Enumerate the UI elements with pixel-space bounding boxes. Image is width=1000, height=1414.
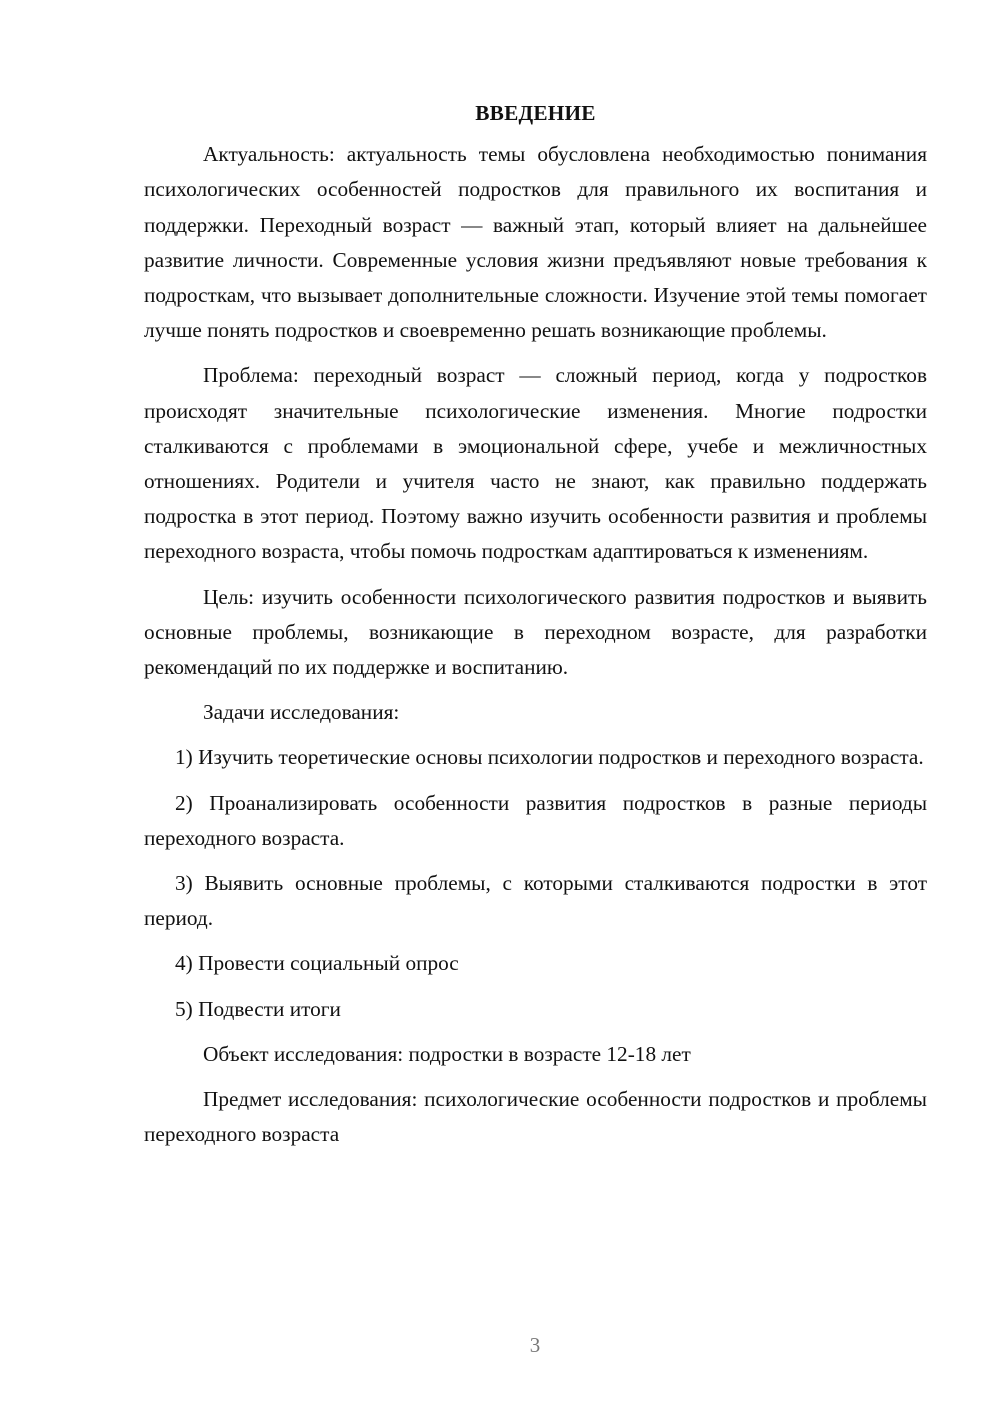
goal-paragraph: Цель: изучить особенности психологического развития подростков и выявить основные проблемы, возникающие в переходном возрасте, для разработки рекомендаций по их поддержке и воспитанию.: [144, 584, 927, 680]
relevance-paragraph: Актуальность: актуальность темы обусловлена необходимостью понимания психологических особенностей подростков для правильного их воспитания и поддержки. Переходный возраст — важный этап, который влияет на дальнейшее развитие личности. Современные условия жизни предъявляют новые требования к подросткам, что вызывает дополнительные сложности. Изучение этой темы помогает лучше понять подростков и своевременно решать возникающие проблемы.: [144, 142, 927, 343]
task-item: 5) Подвести итоги: [175, 996, 341, 1021]
task-item: 2) Проанализировать особенности развития подростков в разные периоды переходного возраста.: [144, 790, 927, 850]
problem-paragraph: Проблема: переходный возраст — сложный период, когда у подростков происходят значительные психологические изменения. Многие подростки сталкиваются с проблемами в эмоциональной сфере, учебе и межличностных отношениях. Родители и учителя часто не знают, как правильно поддержать подростка в этот период. Поэтому важно изучить особенности развития и проблемы переходного возраста, чтобы помочь подросткам адаптироваться к изменениям.: [144, 363, 927, 564]
task-item: 1) Изучить теоретические основы психологии подростков и переходного возраста.: [175, 745, 924, 770]
tasks-heading: Задачи исследования:: [203, 700, 400, 725]
page-number: 3: [529, 1333, 541, 1357]
object-paragraph: Объект исследования: подростки в возрасте 12-18 лет: [203, 1041, 691, 1066]
tasks-list: [144, 740, 927, 1026]
subject-paragraph: Предмет исследования: психологические особенности подростков и проблемы переходного возраста: [144, 1087, 927, 1147]
section-heading: ВВЕДЕНИЕ: [475, 101, 596, 125]
task-item: 4) Провести социальный опрос: [175, 951, 459, 976]
task-item: 3) Выявить основные проблемы, с которыми сталкиваются подростки в этот период.: [144, 871, 927, 931]
page-content: [144, 96, 927, 1162]
